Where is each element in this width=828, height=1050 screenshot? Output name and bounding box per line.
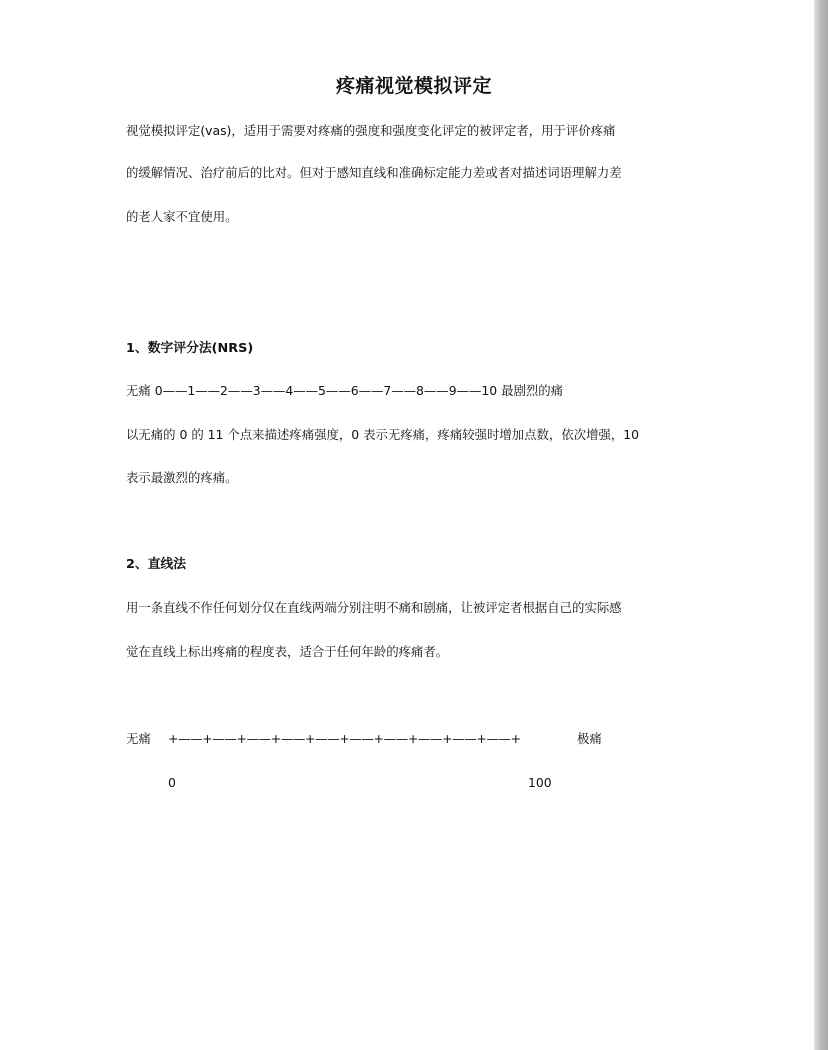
line-method-heading: 2、直线法 <box>126 557 187 572</box>
line-scale-left-label: 无痛 <box>126 731 151 746</box>
line-scale-min-value: 0 <box>168 775 176 790</box>
line-scale-max-value: 100 <box>528 775 552 790</box>
scrollbar-gutter <box>814 0 828 1050</box>
nrs-description-line-2: 表示最激烈的疼痛。 <box>126 470 238 485</box>
document-title: 疼痛视觉模拟评定 <box>335 75 492 97</box>
line-scale-right-label: 极痛 <box>577 731 602 746</box>
line-scale: +——+——+——+——+——+——+——+——+——+——+ <box>168 731 521 746</box>
intro-line-2: 的缓解情况、治疗前后的比对。但对于感知直线和准确标定能力差或者对描述词语理解力差 <box>126 165 622 180</box>
line-method-description-line-1: 用一条直线不作任何划分仅在直线两端分别注明不痛和剧痛，让被评定者根据自己的实际感 <box>126 600 622 615</box>
intro-line-1: 视觉模拟评定(vas)，适用于需要对疼痛的强度和强度变化评定的被评定者，用于评价疼痛 <box>126 123 616 138</box>
nrs-heading: 1、数字评分法(NRS) <box>126 341 254 356</box>
line-method-description-line-2: 觉在直线上标出疼痛的程度表，适合于任何年龄的疼痛者。 <box>126 644 449 659</box>
nrs-scale: 无痛 0——1——2——3——4——5——6——7——8——9——10 最剧烈的痛 <box>126 383 564 398</box>
nrs-description-line-1: 以无痛的 0 的 11 个点来描述疼痛强度，0 表示无疼痛，疼痛较强时增加点数，依次增强，10 <box>126 427 640 442</box>
intro-line-3: 的老人家不宜使用。 <box>126 209 238 224</box>
